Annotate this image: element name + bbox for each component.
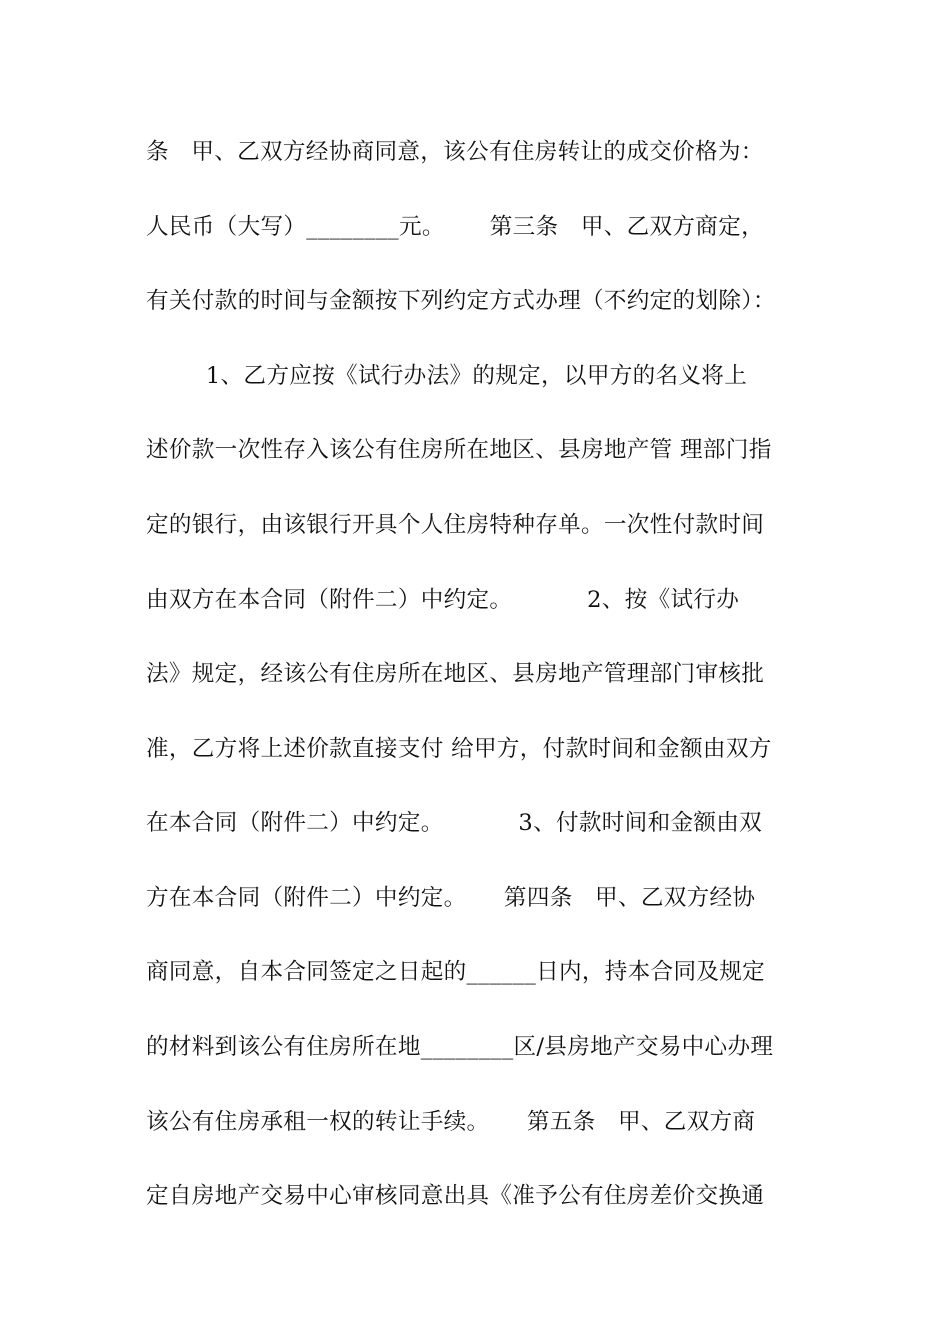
text-line: 法》规定，经该公有住房所在地区、县房地产管理部门审核批 xyxy=(146,661,765,687)
text-line: 该公有住房承租一权的转让手续。 第五条 甲、乙双方商 xyxy=(146,1109,756,1135)
text-line: 1、乙方应按《试行办法》的规定，以甲方的名义将上 xyxy=(146,363,748,389)
text-line: 人民币（大写）________元。 第三条 甲、乙双方商定， xyxy=(146,214,764,240)
text-line: 准，乙方将上述价款直接支付 给甲方，付款时间和金额由双方 xyxy=(146,736,772,762)
text-line: 由双方在本合同（附件二）中约定。 2、按《试行办 xyxy=(146,587,740,613)
text-line: 定的银行，由该银行开具个人住房特种存单。一次性付款时间 xyxy=(146,512,765,538)
text-line: 条 甲、乙双方经协商同意，该公有住房转让的成交价格为： xyxy=(146,139,764,165)
text-line: 在本合同（附件二）中约定。 3、付款时间和金额由双 xyxy=(146,810,763,836)
text-line: 商同意，自本合同签定之日起的______日内，持本合同及规定 xyxy=(146,959,766,985)
text-line: 定自房地产交易中心审核同意出具《准予公有住房差价交换通 xyxy=(146,1183,765,1209)
text-line: 的材料到该公有住房所在地________区/县房地产交易中心办理 xyxy=(146,1034,774,1060)
text-line: 述价款一次性存入该公有住房所在地区、县房地产管 理部门指 xyxy=(146,437,772,463)
text-line: 方在本合同（附件二）中约定。 第四条 甲、乙双方经协 xyxy=(146,885,756,911)
text-line: 有关付款的时间与金额按下列约定方式办理（不约定的划除）： xyxy=(146,288,776,314)
